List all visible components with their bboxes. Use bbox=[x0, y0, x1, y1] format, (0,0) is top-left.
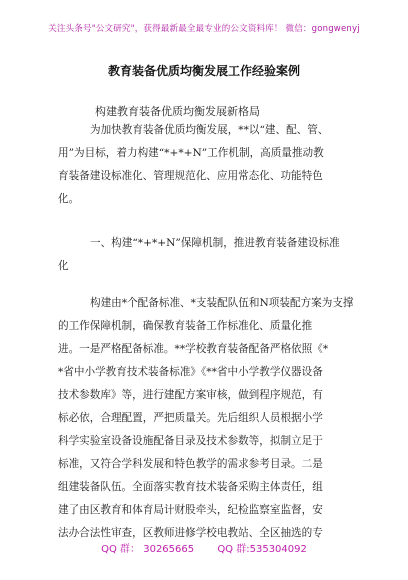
text-line: 为加快教育装备优质均衡发展，**以“建、配、管、 bbox=[90, 124, 329, 136]
text-line: 的工作保障机制，确保教育装备工作标准化、质量化推 bbox=[58, 320, 313, 332]
text-line: 一、构建“*+*+N”保障机制，推进教育装备建设标准 bbox=[90, 237, 340, 249]
text-line: 建了由区教育和体育局计财股牵头，纪检监察室监督，安 bbox=[58, 504, 323, 516]
text-line: 科学实验室设备设施配备目录及技术参数等，拟制立足于 bbox=[58, 435, 323, 447]
document-subtitle: 构建教育装备优质均衡发展新格局 bbox=[95, 105, 260, 118]
text-line: 标准，又符合学科发展和特色教学的需求参考目录。二是 bbox=[58, 458, 323, 470]
text-line: 构建由*个配备标准、*支装配队伍和N项装配方案为支撑 bbox=[90, 297, 354, 309]
paragraph-body bbox=[58, 292, 358, 545]
footer-contact bbox=[0, 540, 408, 555]
text-line: 化 bbox=[58, 260, 69, 272]
paragraph-intro bbox=[58, 119, 358, 211]
document-title: 教育装备优质均衡发展工作经验案例 bbox=[107, 64, 300, 78]
section-heading-1 bbox=[58, 232, 358, 278]
text-line: 用”为目标，着力构建“*+*+N”工作机制，高质量推动教 bbox=[58, 147, 324, 159]
text-line: 育装备建设标准化、管理规范化、应用常态化、功能特色 bbox=[58, 170, 323, 182]
qq-group-2: QQ 群:535304092 bbox=[217, 544, 307, 555]
text-line: 进。一是严格配备标准。**学校教育装备配备严格依照《* bbox=[58, 343, 329, 355]
header-banner: 关注头条号"公文研究"，获得最新最全最专业的公文资料库！ 微信：gongwenyj bbox=[48, 24, 360, 34]
text-line: 组建装备队伍。全面落实教育技术装备采购主体责任，组 bbox=[58, 481, 323, 493]
text-line: 法办合法性审查，区教师进修学校电教站、全区抽选的专 bbox=[58, 527, 323, 539]
text-line: *省中小学教育技术装备标准》《**省中小学教学仪器设备 bbox=[58, 366, 323, 378]
text-line: 化。 bbox=[58, 193, 80, 205]
text-line: 技术参数库》等，进行建配方案审核，做到程序规范，有 bbox=[58, 389, 323, 401]
qq-group-1: QQ 群： 30265665 bbox=[101, 544, 195, 555]
text-line: 标必依，合理配置，严把质量关。先后组织人员根据小学 bbox=[58, 412, 323, 424]
